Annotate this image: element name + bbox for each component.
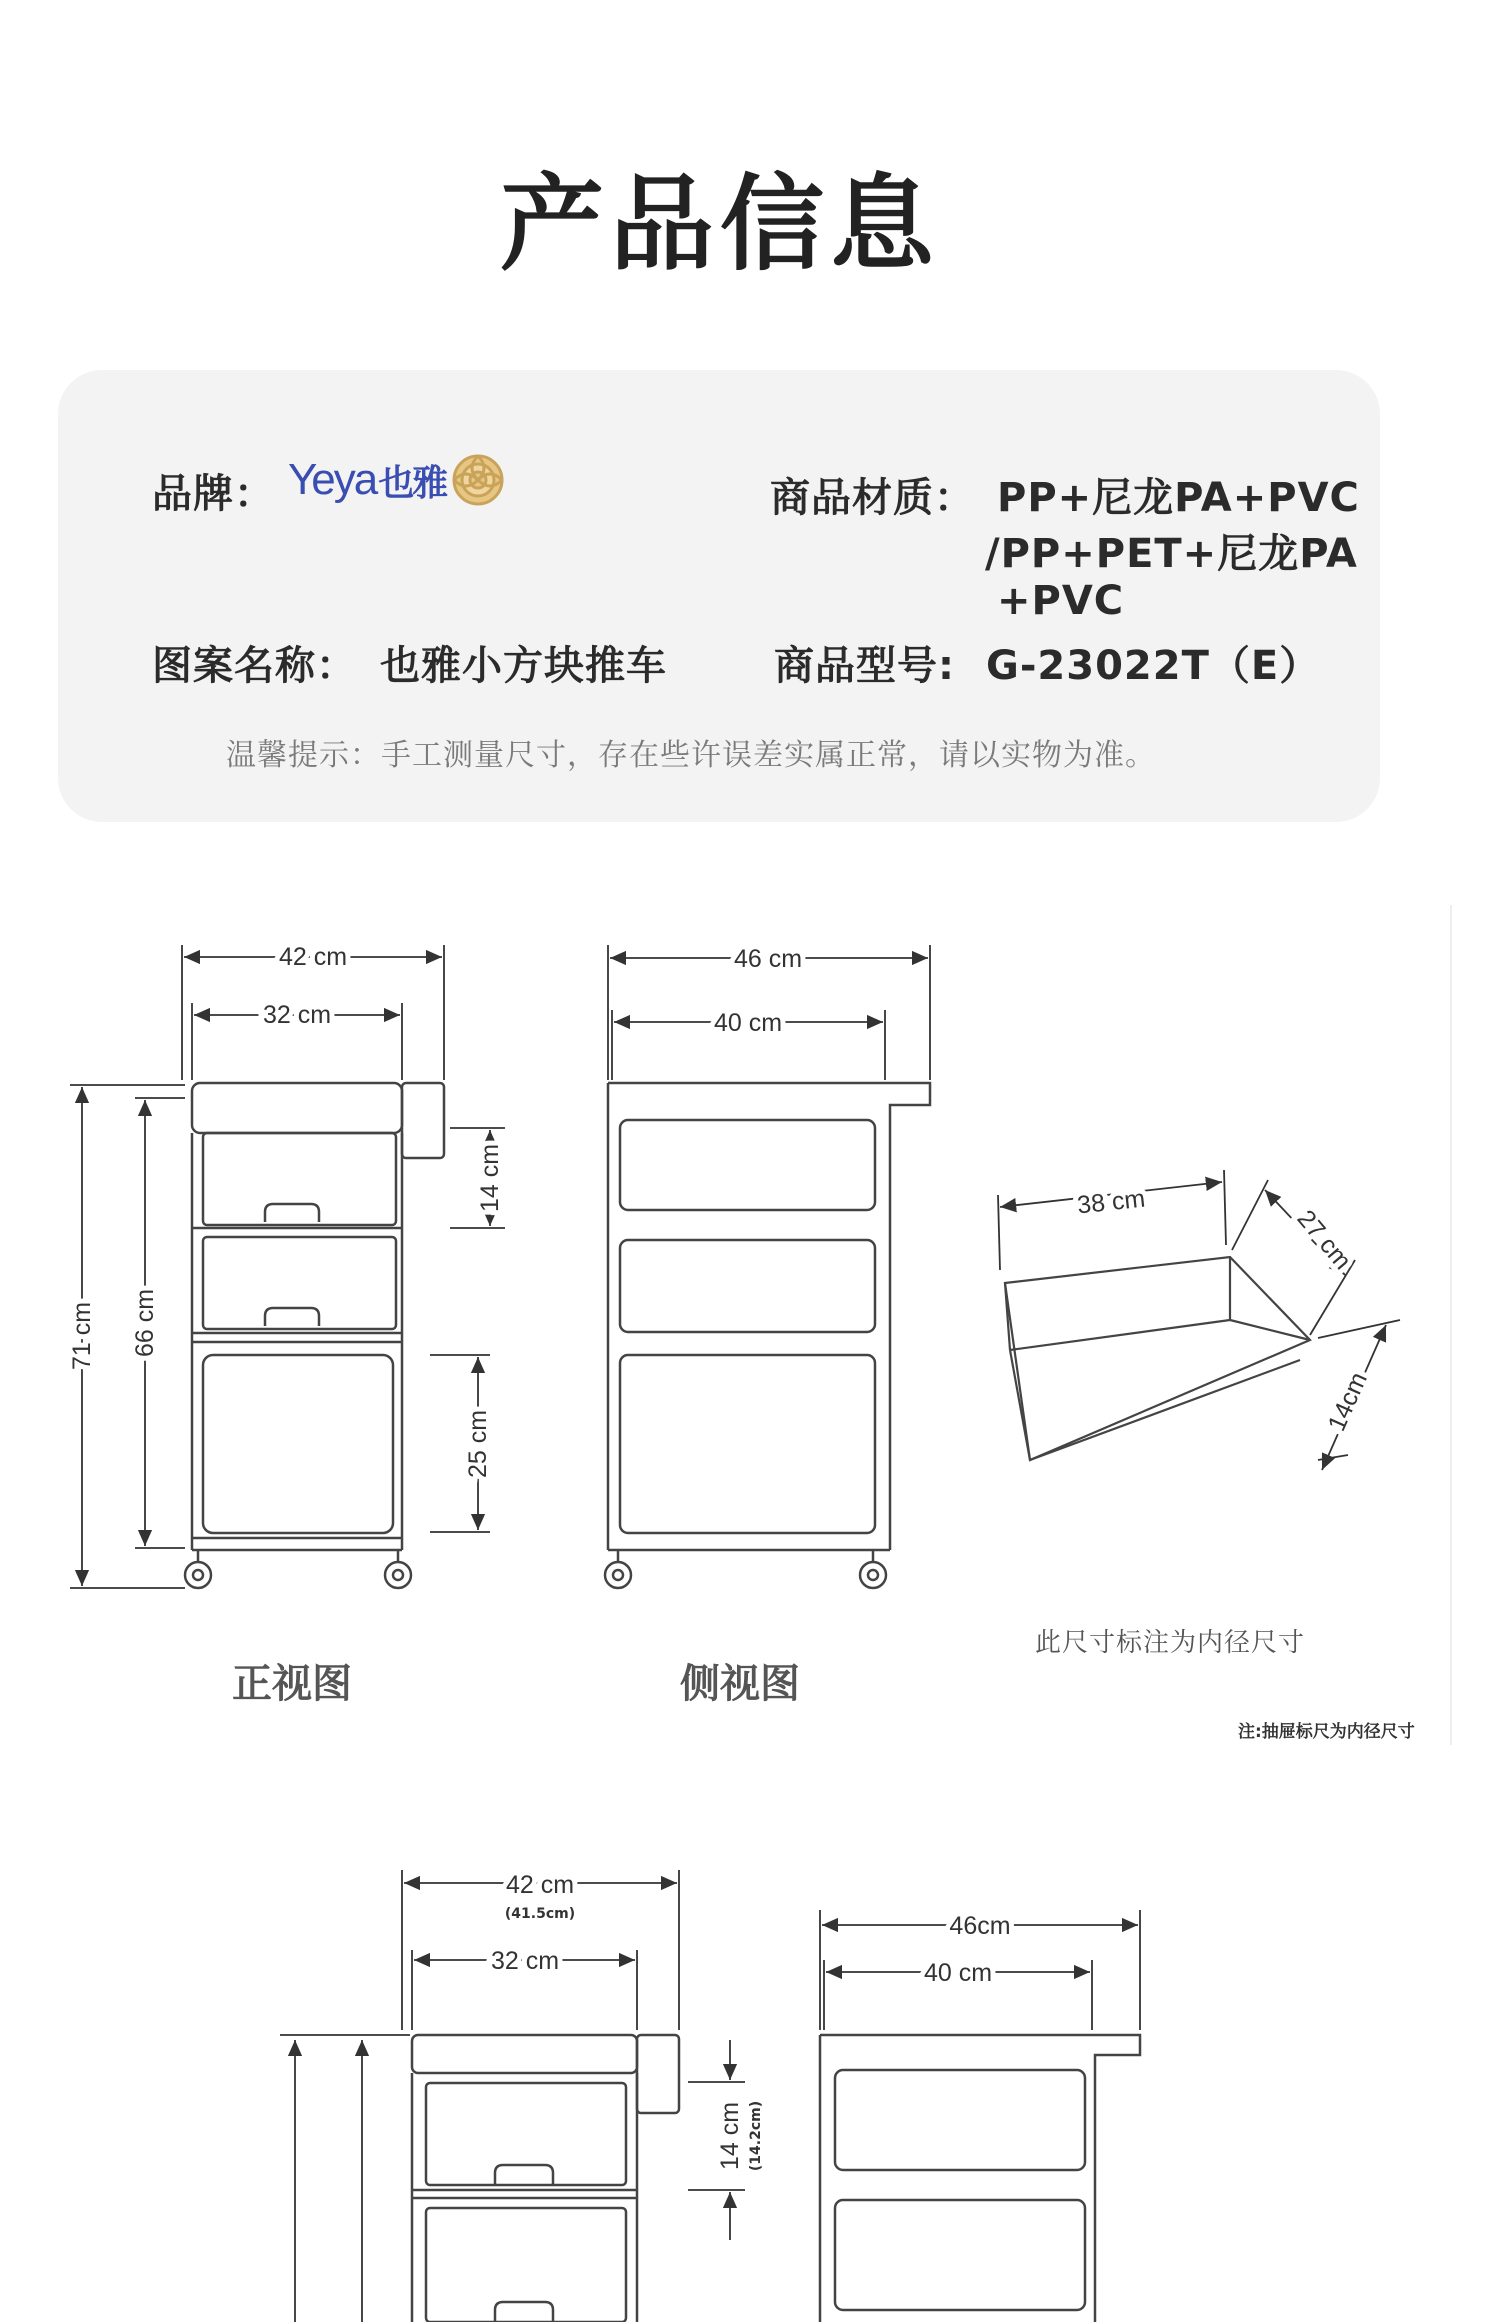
front-dimension-lines: [70, 945, 505, 1588]
side-width-inner-label: 40 cm: [713, 1009, 783, 1037]
material-line-1: PP+尼龙PA+PVC: [997, 475, 1360, 521]
drawer-size-note: 注:抽屉标尺为内径尺寸: [1238, 1722, 1415, 1742]
front-2-width-outer-label: 42 cm: [505, 1871, 575, 1899]
front-2-drawer-height-label: 14 cm: [716, 2101, 744, 2171]
drawer-depth-label: 27 cm: [1291, 1204, 1357, 1275]
side-2-width-inner-label: 40 cm: [923, 1959, 993, 1987]
brand-logo-cn: 也雅: [378, 462, 447, 504]
brand-logo: [288, 452, 506, 508]
side-2-width-outer-label: 46cm: [949, 1912, 1011, 1940]
side-view-label: 侧视图: [680, 1661, 800, 1707]
side-view-2-drawing: [820, 2035, 1140, 2322]
brand-label: 品牌：: [152, 471, 275, 517]
front-width-outer-label: 42 cm: [278, 943, 348, 971]
front-view-label: 正视图: [232, 1661, 352, 1707]
flower-logo-icon: [450, 452, 506, 508]
side-view-drawing: [605, 1083, 930, 1588]
pattern-value: 也雅小方块推车: [380, 643, 667, 689]
front-height-body-label: 66 cm: [131, 1288, 159, 1358]
dimension-diagram-2: [0, 1850, 1500, 2322]
front-view-drawing: [185, 1083, 444, 1588]
front-width-inner-label: 32 cm: [262, 1001, 332, 1029]
front-height-total-label: 71 cm: [68, 1301, 96, 1371]
front-bottom-height-label: 25 cm: [464, 1409, 492, 1479]
material-line-2: /PP+PET+尼龙PA: [985, 531, 1358, 577]
front-drawer-height-label: 14 cm: [476, 1143, 504, 1213]
model-value: G-23022T（E）: [986, 643, 1321, 689]
front-2-drawer-height-sub: (14.2cm): [748, 2100, 764, 2172]
brand-logo-latin: Yeya: [288, 455, 377, 504]
inner-size-note: 此尺寸标注为内径尺寸: [1035, 1628, 1306, 1658]
material-line-3: +PVC: [997, 578, 1125, 624]
drawer-inner-drawing: [1005, 1257, 1310, 1460]
front-2-width-inner-label: 32 cm: [490, 1947, 560, 1975]
model-label: 商品型号:: [774, 643, 955, 689]
drawer-height-label: 14cm: [1322, 1368, 1373, 1436]
material-label: 商品材质：: [770, 475, 975, 521]
page-title: 产品信息: [499, 163, 940, 285]
side-width-outer-label: 46 cm: [733, 945, 803, 973]
measurement-notice: 温馨提示：手工测量尺寸，存在些许误差实属正常，请以实物为准。: [226, 738, 1156, 773]
front-2-dimension-lines: [280, 1870, 745, 2322]
drawer-length-label: 38 cm: [1075, 1184, 1147, 1220]
front-view-2-drawing: [412, 2035, 679, 2322]
pattern-label: 图案名称：: [152, 643, 357, 689]
front-2-width-outer-sub: (41.5cm): [504, 1906, 576, 1922]
